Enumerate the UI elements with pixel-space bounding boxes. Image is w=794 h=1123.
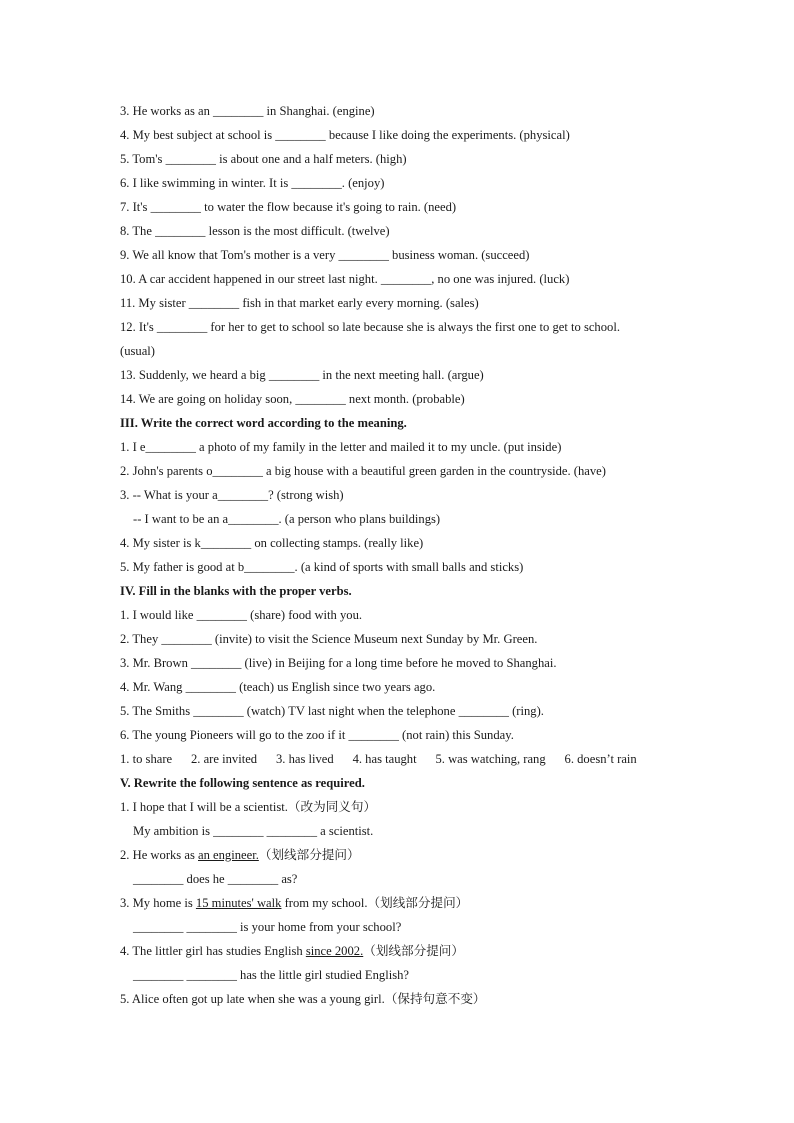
exercise-item: 2. They ________ (invite) to visit the Science Museum next Sunday by Mr. Green.: [120, 632, 538, 646]
exercise-item: 4. My sister is k________ on collecting stamps. (really like): [120, 536, 424, 550]
question-text: 4. The littler girl has studies English: [120, 944, 306, 958]
exercise-item: 6. I like swimming in winter. It is ________. (enjoy): [120, 176, 385, 190]
exercise-item-reply: -- I want to be an a________. (a person who plans buildings): [133, 512, 441, 526]
exercise-item: 10. A car accident happened in our street last night. ________, no one was injured. (luck): [120, 272, 570, 286]
exercise-item: 1. I e________ a photo of my family in the letter and mailed it to my uncle. (put inside): [120, 440, 562, 454]
question-text: 3. My home is: [120, 896, 196, 910]
exercise-item: [120, 895, 700, 911]
instruction-text: （划线部分提问）: [363, 944, 464, 958]
exercise-item: 4. My best subject at school is ________ because I like doing the experiments. (physical): [120, 128, 570, 142]
exercise-item: 12. It's ________ for her to get to school so late because she is always the first one to get to school.: [120, 320, 620, 334]
section-heading: IV. Fill in the blanks with the proper verbs.: [120, 584, 352, 598]
exercise-item: 9. We all know that Tom's mother is a very ________ business woman. (succeed): [120, 248, 530, 262]
exercise-item: 2. John's parents o________ a big house with a beautiful green garden in the countryside. (have): [120, 464, 606, 478]
exercise-item: 7. It's ________ to water the flow because it's going to rain. (need): [120, 200, 457, 214]
answer-line: My ambition is ________ ________ a scientist.: [133, 824, 374, 838]
exercise-item: 1. I would like ________ (share) food with you.: [120, 608, 363, 622]
exercise-item: 13. Suddenly, we heard a big ________ in the next meeting hall. (argue): [120, 368, 484, 382]
instruction-text: （划线部分提问）: [258, 848, 360, 862]
section-heading: III. Write the correct word according to the meaning.: [120, 416, 407, 430]
exercise-item: 14. We are going on holiday soon, ________ next month. (probable): [120, 392, 465, 406]
exercise-item: 3. -- What is your a________? (strong wish): [120, 488, 344, 502]
exercise-item: 5. Alice often got up late when she was a young girl.（保持句意不变）: [120, 992, 486, 1006]
underlined-phrase: an engineer.: [198, 848, 259, 862]
answer-key: 1. to share 2. are invited 3. has lived 4. has taught 5. was watching, rang 6. doesn’t rain: [120, 752, 637, 766]
exercise-item: 6. The young Pioneers will go to the zoo if it ________ (not rain) this Sunday.: [120, 728, 514, 742]
underlined-phrase: since 2002.: [305, 944, 364, 958]
answer-line: ________ does he ________ as?: [133, 872, 298, 886]
exercise-item: 5. My father is good at b________. (a kind of sports with small balls and sticks): [120, 560, 524, 574]
exercise-item: 3. Mr. Brown ________ (live) in Beijing for a long time before he moved to Shanghai.: [120, 656, 557, 670]
question-text: 2. He works as: [120, 848, 198, 862]
answer-line: ________ ________ is your home from your school?: [133, 920, 402, 934]
exercise-item: [120, 847, 700, 863]
exercise-item: 4. Mr. Wang ________ (teach) us English since two years ago.: [120, 680, 436, 694]
exercise-item: 8. The ________ lesson is the most difficult. (twelve): [120, 224, 390, 238]
exercise-item: 3. He works as an ________ in Shanghai. (engine): [120, 104, 375, 118]
exercise-item: 5. Tom's ________ is about one and a half meters. (high): [120, 152, 407, 166]
exercise-item: 11. My sister ________ fish in that market early every morning. (sales): [120, 296, 479, 310]
section-heading: V. Rewrite the following sentence as required.: [120, 776, 365, 790]
instruction-text: from my school.（划线部分提问）: [281, 896, 469, 910]
exercise-item: [120, 943, 700, 959]
answer-line: ________ ________ has the little girl studied English?: [133, 968, 409, 982]
exercise-item-continued: (usual): [120, 344, 155, 358]
exercise-item: 1. I hope that I will be a scientist.（改为同义句）: [120, 800, 377, 814]
exercise-item: 5. The Smiths ________ (watch) TV last night when the telephone ________ (ring).: [120, 704, 544, 718]
underlined-phrase: 15 minutes' walk: [195, 896, 282, 910]
